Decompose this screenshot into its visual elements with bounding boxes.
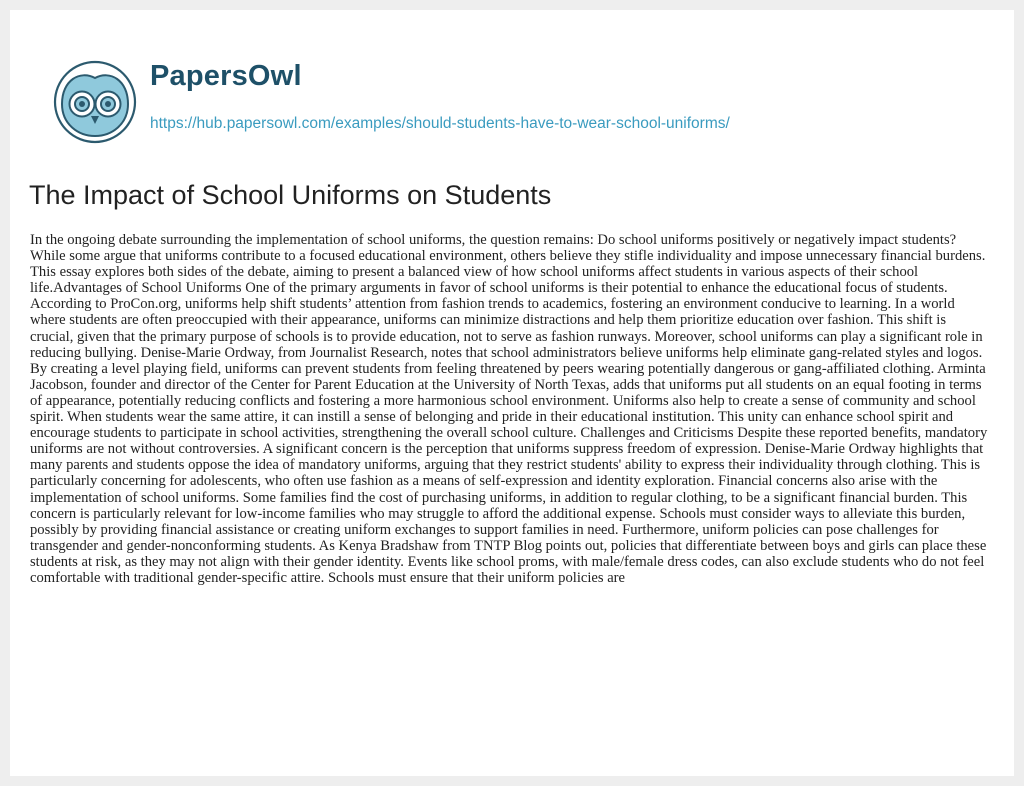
document-page xyxy=(10,10,1014,776)
essay-title: The Impact of School Uniforms on Students xyxy=(29,180,552,210)
site-header xyxy=(50,54,970,150)
owl-eyes-icon xyxy=(50,54,140,150)
essay-body: In the ongoing debate surrounding the implementation of school uniforms, the question remains: Do school uniforms positively or negatively impact students? While some argue that uniforms contribute to a focused educational environment, others believe they stifle individuality and impose unnecessary financial burdens. This essay explores both sides of the debate, aiming to present a balanced view of how school uniforms affect students in various aspects of their school life.Advantages of School Uniforms One of the primary arguments in favor of school uniforms is their potential to enhance the educational focus of students. According to ProCon.org, uniforms help shift students’ attention from fashion trends to academics, fostering an environment conducive to learning. In a world where students are often preoccupied with their appearance, uniforms can minimize distractions and help them prioritize education over fashion. This shift is crucial, given that the primary purpose of schools is to provide education, not to serve as fashion runways. Moreover, school uniforms can play a significant role in reducing bullying. Denise-Marie Ordway, from Journalist Research, notes that school administrators believe uniforms help eliminate gang-related styles and logos. By creating a level playing field, uniforms can prevent students from feeling threatened by peers wearing potentially dangerous or gang-affiliated clothing. Arminta Jacobson, founder and director of the Center for Parent Education at the University of North Texas, adds that uniforms put all students on an equal footing in terms of appearance, potentially reducing conflicts and fostering a more harmonious school environment. Uniforms also help to create a sense of community and school spirit. When students wear the same attire, it can instill a sense of belonging and pride in their educational institution. This unity can enhance school spirit and encourage students to participate in school activities, strengthening the overall school culture. Challenges and Criticisms Despite these reported benefits, mandatory uniforms are not without controversies. A significant concern is the perception that uniforms suppress freedom of expression. Denise-Marie Ordway highlights that many parents and students oppose the idea of mandatory uniforms, arguing that they restrict students' ability to express their individuality through clothing. This is particularly concerning for adolescents, who often use fashion as a means of self-expression and identity exploration. Financial concerns also arise with the implementation of school uniforms. Some families find the cost of purchasing uniforms, in addition to regular clothing, to be a significant financial burden. This concern is particularly relevant for low-income families who may struggle to afford the additional expense. Schools must consider ways to alleviate this burden, possibly by providing financial assistance or creating uniform exchanges to support families in need. Furthermore, uniform policies can pose challenges for transgender and gender-nonconforming students. As Kenya Bradshaw from TNTP Blog points out, policies that differentiate between boys and girls can place these students at risk, as they may not align with their gender identity. Events like school proms, with male/female dress codes, can also exclude students who do not feel comfortable with traditional gender-specific attire. Schools must ensure that their uniform policies are xyxy=(30,232,988,586)
source-url-link[interactable]: https://hub.papersowl.com/examples/should-students-have-to-wear-school-uniforms/ xyxy=(150,115,730,132)
brand-name[interactable]: PapersOwl xyxy=(150,60,302,92)
